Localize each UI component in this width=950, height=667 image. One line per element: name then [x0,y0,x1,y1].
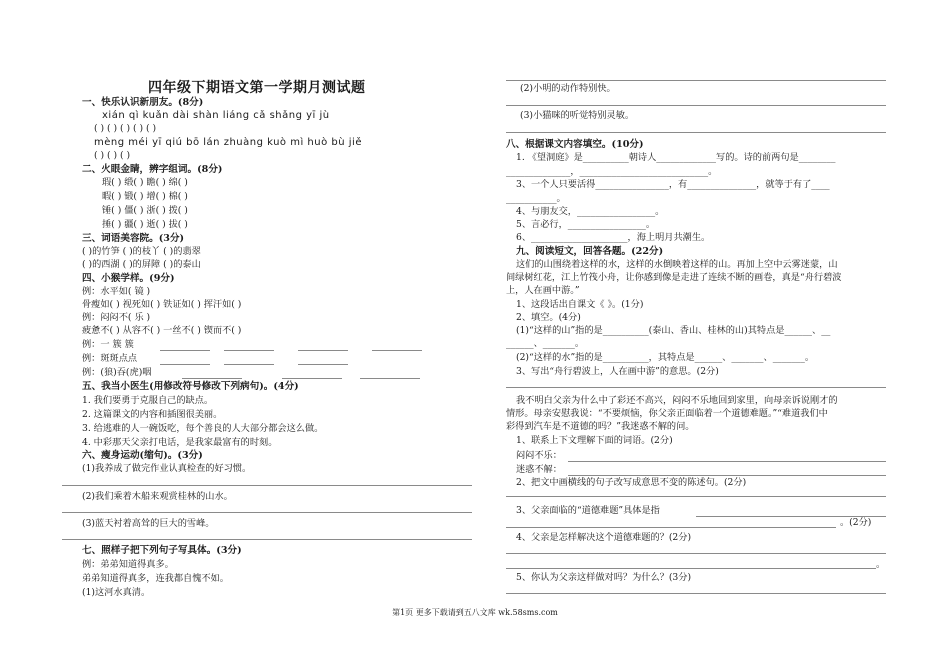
answer-line [506,496,886,497]
sentence-item: (3)蓝天衬着高耸的巨大的雪峰。 [82,518,215,529]
sentence-item: (1)我养成了做完作业认真检查的好习惯。 [82,463,252,474]
question-item: 1、这段话出自课文《 》。(1分) [516,299,644,310]
question-item: 5、你认为父亲这样做对吗？为什么？(3分) [516,572,692,583]
question-item: 迷惑不解： [516,464,562,475]
idiom-row: 骨瘦如( ) 视死如( ) 铁证如( ) 挥汗如( ) [82,299,242,310]
passage-line: 这们的山围绕着这样的水，这样的水倒映着这样的山。再加上空中云雾迷蒙，山 [516,259,838,270]
example-line: 例：(狼)吞(虎)咽 [82,367,152,378]
section-7-heading: 七、照样子把下列句子写具体。(3分) [82,545,242,556]
answer-line [62,485,472,486]
question-item: 。 [876,559,886,570]
question-item: 2、填空。(4分) [516,312,581,323]
idiom-row: 疲惫不( ) 从容不( ) 一丝不( ) 锲而不( ) [82,325,242,336]
example-line: 例：斑斑点点 [82,353,138,364]
bracket-row-1: ( ) ( ) ( ) ( ) ( ) [94,123,157,134]
question-item: (2)“这样的水”指的是__________，其特点是______、_______、_______。 [516,352,815,363]
sentence-item: 1. 我们要勇于克服自己的缺点。 [82,395,214,406]
fill-blank-line: 1. 《望洞庭》是__________朝诗人_____________写的。诗的前两句是________ [516,152,836,163]
question-item: 3、写出“舟行碧波上，人在画中游”的意思。(2分) [516,366,719,377]
answer-line [360,378,420,379]
answer-line [506,387,886,388]
section-6-heading: 六、瘦身运动(缩句)。(3分) [82,450,203,461]
section-1-heading: 一、快乐认识新朋友。(8分) [82,97,204,108]
passage-line: 情形。母亲安慰我说：“不要烦恼，你父亲正面临着一个道德难题。”“难道我们中 [506,408,828,419]
passage-line: 我不明白父亲为什么中了彩还不高兴，闷闷不乐地回到家里，向母亲诉说刚才的 [516,395,838,406]
sentence-item: (1)这河水真清。 [82,587,151,598]
fill-blank-line: ______________，____________________________。 [506,166,718,177]
question-item: 1、联系上下文理解下面的词语。(2分) [516,435,673,446]
passage-line: 上，人在画中游。” [506,285,580,296]
fill-blank-line: 3、一个人只要活得________________，有_______________，就等于有了____ [516,179,830,190]
sentence-item: (3)小猫咪的听觉特别灵敏。 [520,110,635,121]
question-item: 3、父亲面临的“道德难题”具体是指 [516,505,660,516]
example-line: 例：水平如( 镜 ) [82,286,151,297]
section-9-heading: 九、阅读短文，回答各题。(22分) [516,246,664,257]
question-item: 闷闷不乐： [516,450,562,461]
char-row: 暇( ) 锻( ) 增( ) 棉( ) [102,191,188,202]
word-row: ( )的西湖 ( )的屏障 ( )的泰山 [82,259,201,270]
question-item: ______、_______。 [506,338,585,349]
question-item: 4、父亲是怎样解决这个道德难题的？(2分) [516,532,692,543]
answer-line [506,527,836,528]
pinyin-row-1: xián qì kuǎn dài shàn liáng cǎ shǎng yī jù [102,110,330,121]
example-line: 例：弟弟知道得真多。 [82,559,174,570]
section-2-heading: 二、火眼金睛，辨字组词。(8分) [82,164,223,175]
answer-line [506,593,886,594]
answer-line [160,364,210,365]
question-item: 。(2分) [840,517,872,528]
fill-blank-line: 6、_____________________，海上明月共潮生。 [516,232,711,243]
answer-line [62,512,472,513]
answer-line [506,132,886,133]
section-3-heading: 三、词语美容院。(3分) [82,233,185,244]
answer-line [282,378,342,379]
fill-blank-line: ___________。 [506,193,566,204]
section-4-heading: 四、小猴学样。(9分) [82,273,175,284]
example-line: 例：一 簇 簇 [82,339,134,350]
section-8-heading: 八、根据课文内容填空。(10分) [506,139,644,150]
page-footer: 第1页 更多下载请到五八文库 wk.58sms.com [392,608,558,617]
answer-line [224,364,274,365]
answer-line [160,350,210,351]
answer-line [568,461,886,462]
answer-line [506,80,886,81]
bracket-row-2: ( ) ( ) ( ) [94,150,131,161]
sentence-item: 3. 给逃难的人一碗饭吃，每个善良的人大部分都会这么做。 [82,423,324,434]
word-row: ( )的竹笋 ( )的枝丫 ( )的翡翠 [82,246,201,257]
answer-line [506,568,876,569]
sentence-item: (2)我们乘着木船来观赏桂林的山水。 [82,491,233,502]
page-title: 四年级下期语文第一学期月测试题 [148,80,366,96]
answer-line [506,553,886,554]
answer-line [298,350,348,351]
fill-blank-line: 4、与朋友交，_________________。 [516,206,665,217]
passage-line: 彩得到汽车是不道德的吗？”我迷惑不解的问。 [506,421,695,432]
answer-line [568,475,886,476]
example-line: 弟弟知道得真多，连我都自愧不如。 [82,573,229,584]
answer-line [298,364,348,365]
question-item: (1)“这样的山”指的是__________(泰山、香山、桂林的山)其特点是______、__ [516,325,831,336]
char-row: 瑕( ) 缎( ) 瞻( ) 绵( ) [102,177,188,188]
answer-line [62,539,472,540]
sentence-item: 4. 中彩那天父亲打电话，是我家最富有的时刻。 [82,437,278,448]
answer-line [506,105,886,106]
fill-blank-line: 5、言必行，_________________。 [516,219,656,230]
section-5-heading: 五、我当小医生(用修改符号修改下列病句)。(4分) [82,381,299,392]
passage-line: 间绿树红花，江上竹筏小舟，让你感到像是走进了连续不断的画卷，真是“舟行碧波 [506,272,842,283]
example-line: 例：闷闷不( 乐 ) [82,312,151,323]
answer-line [224,350,274,351]
sentence-item: 2. 这篇课文的内容和插图很美丽。 [82,409,223,420]
char-row: 捶( ) 疆( ) 逝( ) 拔( ) [102,219,188,230]
sentence-item: (2)小明的动作特别快。 [520,83,616,94]
char-row: 锤( ) 僵( ) 浙( ) 拨( ) [102,205,188,216]
question-item: 2、把文中画横线的句子改写成意思不变的陈述句。(2分) [516,477,747,488]
pinyin-row-2: mèng méi yī qiú bō lán zhuàng kuò mì huò bù jiě [94,137,362,148]
answer-line [182,378,242,379]
answer-line [372,350,422,351]
